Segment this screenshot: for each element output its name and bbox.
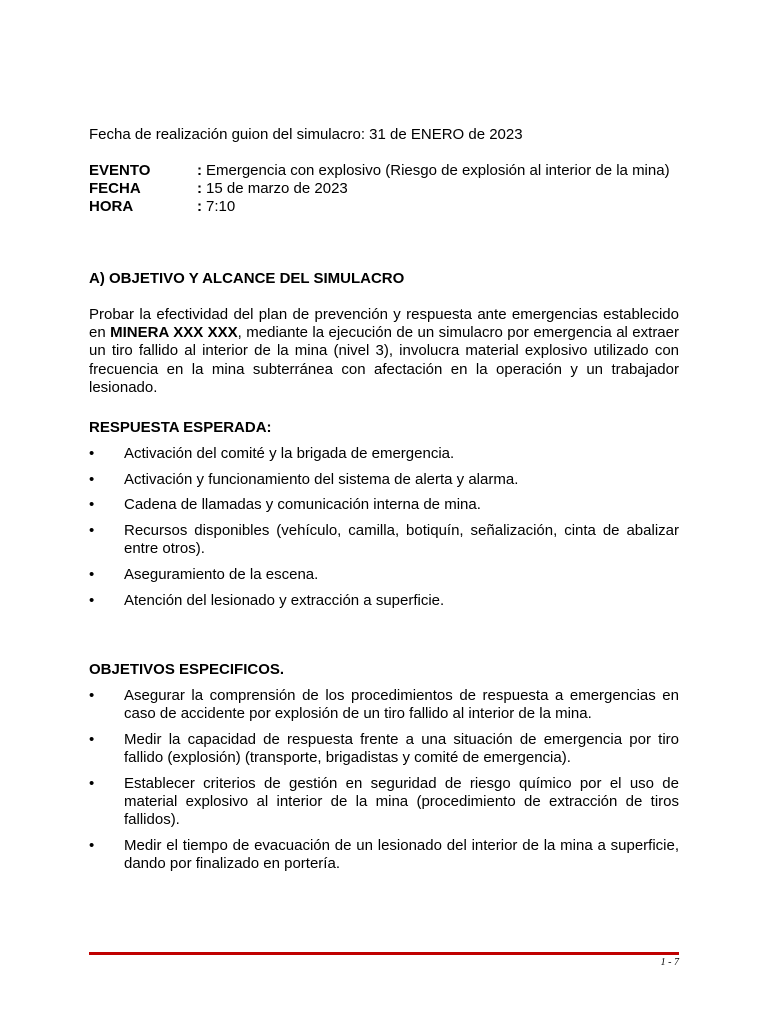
info-label: HORA <box>89 198 134 215</box>
info-separator: : <box>197 198 202 215</box>
list-item-text: Asegurar la comprensión de los procedimientos de respuesta a emergencias en caso de accidente por explosión de un tiro fallido al interior de la mina. <box>124 687 679 723</box>
section-a-heading: A) OBJETIVO Y ALCANCE DEL SIMULACRO <box>89 270 405 287</box>
list-item <box>89 592 679 610</box>
bullet-icon: • <box>89 591 95 609</box>
paragraph-text: , mediante la ejecución de un simulacro por emergencia al extraer un tiro fallido al interior de la mina (nivel 3), involucra material explosivo utilizado con frecuencia en la mina subterránea con afectación en la operación y un trabajador lesionado. <box>89 324 679 396</box>
list-item <box>89 731 679 767</box>
document-page <box>89 0 679 1024</box>
page-number: 1 - 7 <box>660 957 679 968</box>
bullet-icon: • <box>89 687 95 704</box>
list-item-text: Establecer criterios de gestión en seguridad de riesgo químico por el uso de material explosivo al interior de la mina (procedimiento de extracción de tiros fallidos). <box>124 774 679 829</box>
list-item <box>89 471 679 489</box>
bullet-icon: • <box>89 496 95 514</box>
info-separator: : <box>197 180 202 197</box>
company-name: MINERA XXX XXX <box>110 324 238 342</box>
list-item-text: Recursos disponibles (vehículo, camilla, botiquín, señalización, cinta de abalizar entre otros). <box>124 522 679 558</box>
list-item-text: Medir el tiempo de evacuación de un lesionado del interior de la mina a superficie, dando por finalizado en portería. <box>124 836 679 873</box>
objetivos-heading: OBJETIVOS ESPECIFICOS. <box>89 661 285 678</box>
intro-date-line: Fecha de realización guion del simulacro: 31 de ENERO de 2023 <box>89 126 523 143</box>
list-item <box>89 775 679 830</box>
paragraph-text: Probar la efectividad del plan de prevención y respuesta ante emergencias establecido en <box>89 306 679 342</box>
list-item-text: Activación del comité y la brigada de emergencia. <box>124 445 455 462</box>
bullet-icon: • <box>89 774 95 792</box>
info-value: Emergencia con explosivo (Riesgo de explosión al interior de la mina) <box>206 162 670 179</box>
info-value: 7:10 <box>206 198 236 215</box>
footer-divider <box>89 952 679 955</box>
bullet-icon: • <box>89 730 95 748</box>
bullet-icon: • <box>89 470 95 488</box>
list-item-text: Atención del lesionado y extracción a superficie. <box>124 591 445 609</box>
info-row-hora <box>89 198 679 216</box>
list-item-text: Aseguramiento de la escena. <box>124 566 319 584</box>
respuesta-heading: RESPUESTA ESPERADA: <box>89 419 272 436</box>
event-info-table <box>89 162 679 216</box>
section-a-paragraph <box>89 306 679 397</box>
list-item-text: Cadena de llamadas y comunicación interna de mina. <box>124 496 481 514</box>
list-item <box>89 566 679 584</box>
bullet-icon: • <box>89 445 95 462</box>
respuesta-list <box>89 445 679 610</box>
bullet-icon: • <box>89 522 95 540</box>
list-item <box>89 687 679 723</box>
info-row-fecha <box>89 180 679 198</box>
list-item-text: Activación y funcionamiento del sistema de alerta y alarma. <box>124 470 519 488</box>
list-item <box>89 522 679 558</box>
info-value: 15 de marzo de 2023 <box>206 180 348 197</box>
info-label: FECHA <box>89 180 141 197</box>
objetivos-list <box>89 687 679 873</box>
list-item <box>89 837 679 873</box>
list-item-text: Medir la capacidad de respuesta frente a una situación de emergencia por tiro fallido (explosión) (transporte, brigadistas y comité de emergencia). <box>124 730 679 767</box>
bullet-icon: • <box>89 836 95 854</box>
info-row-evento <box>89 162 679 180</box>
info-separator: : <box>197 162 202 179</box>
bullet-icon: • <box>89 566 95 584</box>
info-label: EVENTO <box>89 162 151 179</box>
list-item <box>89 445 679 463</box>
list-item <box>89 496 679 514</box>
